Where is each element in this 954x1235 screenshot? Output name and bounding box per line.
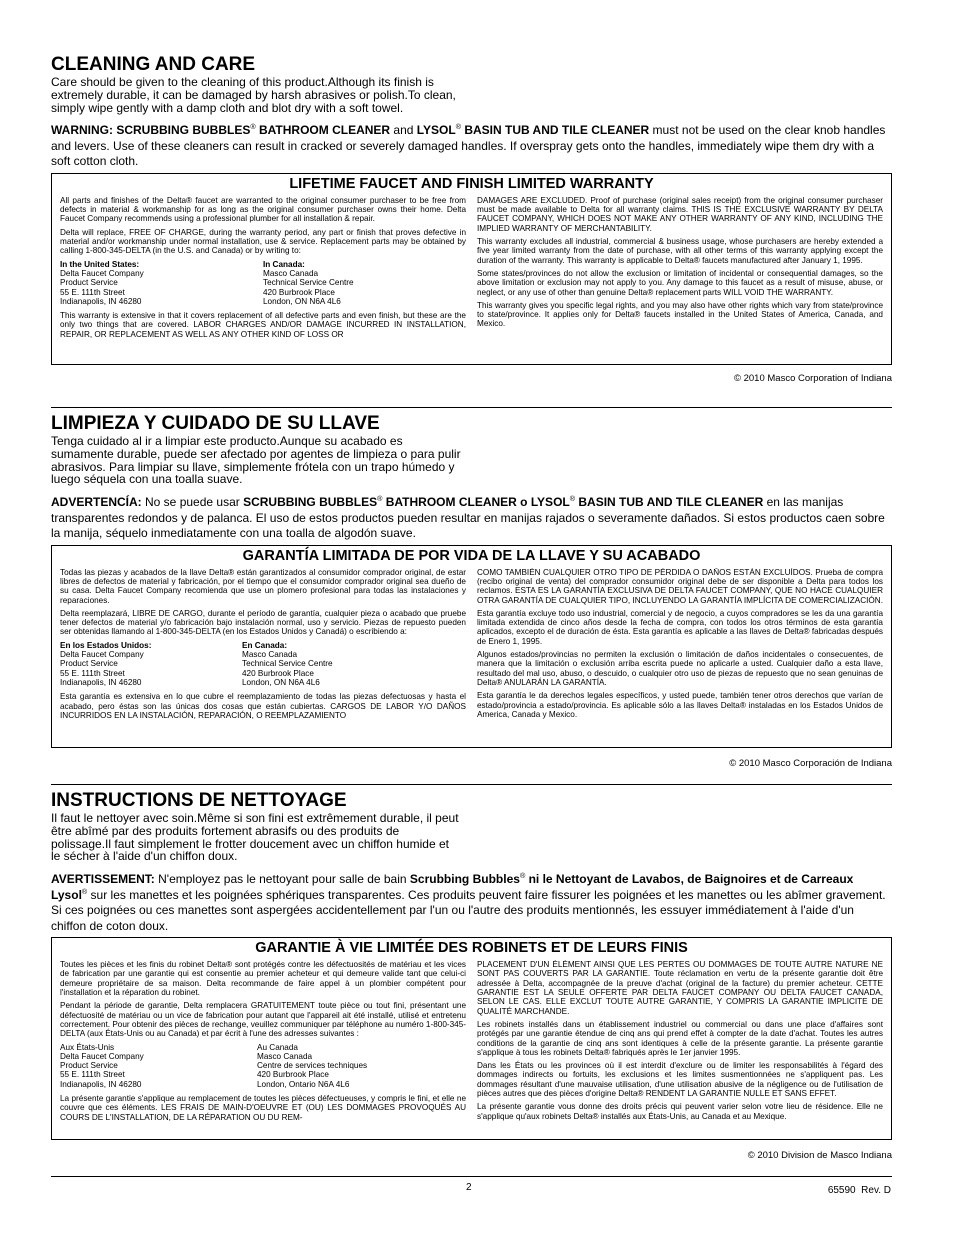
section-title: INSTRUCTIONS DE NETTOYAGE <box>51 790 347 811</box>
divider <box>51 1176 892 1177</box>
warning-text: ADVERTENCÍA: No se puede usar SCRUBBING BUBBLES® BATHROOM CLEANER o LYSOL® BASIN TUB AND TILE CLEANER en las manijas transparentes redondos y de palanca. El uso de estos productos pueden resultar en manijas rajados o severamente dañados. Si estos productos caen sobre la manija, séquelo inmediatamente con una toalla de algodón suave. <box>51 494 885 541</box>
page-number: 2 <box>466 1182 472 1193</box>
divider <box>51 407 892 408</box>
section-cleaning-care <box>51 54 892 365</box>
section-title: LIMPIEZA Y CUIDADO DE SU LLAVE <box>51 413 380 434</box>
copyright: © 2010 Masco Corporation of Indiana <box>733 373 892 384</box>
intro-text: Care should be given to the cleaning of this product.Although its finish is extremely durable, it can be damaged by harsh abrasives or polish.To clean, simply wipe gently with a damp cloth and blot dry with a soft towel. <box>51 75 456 115</box>
warranty-left-column: Toutes les pièces et les finis du robinet Delta® sont protégés contre les défectuosités de matériau et les vices de fabrication par une garantie qui est consentie au premier acheteur et qui demeure valide tant que celui-ci demeure propriétaire de sa maison. Delta recommande de faire appel à un plombier compétent pour l'installation et la réparation du robinet. Pendant la période de garantie, Delta remplacera GRATUITEMENT toute pièce ou tout fini, présentant une défectuosité de matériau ou un vice de fabrication pour autant que l'appareil ait été installé, utilisé et entretenu correctement. Pour obtenir des pièces de rechange, veuillez communiquer par téléphone au numéro 1-800-345-DELTA (aux États-Unis ou au Canada) et par écrit à l'une des adresses suivantes : Aux États-Unis Delta Faucet Company Product Service 55 E. 111th Street Indianapolis, IN 46280 Au Canada Masco Canada Centre de services techniques 420 Burbrook Place London, Ontario N6A 4L6 La présente garantie s'applique au remplacement de toutes les pièces défectueuses, y compris le fini, et elle ne couvre que ces éléments. LES FRAIS DE MAIN-D'OEUVRE ET (OU) LES DOMMAGES PROVOQUÉS AU COURS DE L'INSTALLATION, DE LA RÉPARATION OU DU REM- <box>60 960 466 1122</box>
warranty-box <box>51 173 892 365</box>
warranty-right-column: DAMAGES ARE EXCLUDED. Proof of purchase (original sales receipt) from the original consumer purchaser must be made available to Delta for all warranty claims. THIS IS THE EXCLUSIVE WARRANTY BY DELTA FAUCET COMPANY, WHICH DOES NOT MAKE ANY OTHER WARRANTY OF ANY KIND, INCLUDING THE IMPLIED WARRANTY OF MERCHANTABILITY. This warranty excludes all industrial, commercial & business usage, whose purchasers are hereby extended a five year limited warranty from the date of purchase, with all other terms of this warranty applying except the duration of the warranty. This warranty is applicable to Delta® faucets manufactured after January 1, 1995. Some states/provinces do not allow the exclusion or limitation of incidental or consequential damages, so the above limitation or exclusion may not apply to you. Any damage to this faucet as a result of misuse, abuse, or neglect, or any use of other than genuine Delta® replacement parts WILL VOID THE WARRANTY. This warranty gives you specific legal rights, and you may also have other rights which vary from state/province to state/province. It applies only for Delta® faucets installed in the United States of America, Canada, and Mexico. <box>477 195 883 329</box>
warning-text: WARNING: SCRUBBING BUBBLES® BATHROOM CLEANER and LYSOL® BASIN TUB AND TILE CLEANER must not be used on the clear knob handles and levers. Use of these cleaners can result in cracked or severely damaged handles. If overspray gets onto the handles, immediately wipe them dry with a soft cotton cloth. <box>51 122 886 169</box>
warranty-title: GARANTIE À VIE LIMITÉE DES ROBINETS ET DE LEURS FINIS <box>255 940 688 957</box>
address-block: In the United States: Delta Faucet Company Product Service 55 E. 111th Street Indianapolis, IN 46280 In Canada: Masco Canada Technical Service Centre 420 Burbrook Place London, ON N6A 4L6 <box>60 259 354 306</box>
warranty-box <box>51 545 892 748</box>
copyright: © 2010 Division de Masco Indiana <box>747 1150 892 1161</box>
warranty-left-column: All parts and finishes of the Delta® faucet are warranted to the original consumer purchaser to be free from defects in material & workmanship for as long as the original consumer purchaser owns their home. Delta Faucet Company recommends using a professional plumber for all installation & repair. Delta will replace, FREE OF CHARGE, during the warranty period, any part or finish that proves defective in material and/or workmanship under normal installation, use & service. Replacement parts may be obtained by calling 1-800-345-DELTA (in the U.S. and Canada) or by writing to: In the United States: Delta Faucet Company Product Service 55 E. 111th Street Indianapolis, IN 46280 In Canada: Masco Canada Technical Service Centre 420 Burbrook Place London, ON N6A 4L6 This warranty is extensive in that it covers replacement of all defective parts and even finish, but these are the only two things that are covered. LABOR CHARGES AND/OR DAMAGE INCURRED IN INSTALLATION, REPAIR, OR REPLACEMENT AS WELL AS ANY OTHER KIND OF LOSS OR <box>60 195 466 339</box>
divider <box>51 784 892 785</box>
warranty-box <box>51 937 892 1140</box>
address-block: Aux États-Unis Delta Faucet Company Product Service 55 E. 111th Street Indianapolis, IN 46280 Au Canada Masco Canada Centre de services techniques 420 Burbrook Place London, Ontario N6A 4L6 <box>60 1042 368 1089</box>
warranty-title: GARANTÍA LIMITADA DE POR VIDA DE LA LLAVE Y SU ACABADO <box>242 547 701 564</box>
section-limpieza <box>51 413 892 748</box>
warning-text: AVERTISSEMENT: N'employez pas le nettoyant pour salle de bain Scrubbing Bubbles® ni le Nettoyant de Lavabos, de Baignoires et de Carreaux Lysol® sur les manettes et les poignées sphériques transparentes. Ces produits peuvent faire fissurer les poignées et les manettes ou les abîmer gravement. Si ces poignées ou ces manettes sont aspergées accidentellement par l'un ou l'autre des produits mentionnés, les essuyer immédiatement à l'aide d'un chiffon de coton doux. <box>51 871 886 933</box>
warranty-left-column: Todas las piezas y acabados de la llave Delta® están garantizados al consumidor comprador original, de estar libres de defectos de material y fabricación, por el tiempo que el consumidor comprador original sea dueño de su casa. Delta Faucet Company recomienda que use un plomero profesional para todas las instalaciones y reparaciones. Delta reemplazará, LIBRE DE CARGO, durante el período de garantía, cualquier pieza o acabado que pruebe tener defectos de material y/o fabricación bajo instalación normal, uso y servicio. Piezas de repuesto pueden ser obtenidas llamando al 1-800-345-DELTA (en los Estados Unidos y Canadá) o escribiendo a: En los Estados Unidos: Delta Faucet Company Product Service 55 E. 111th Street Indianapolis, IN 46280 En Canada: Masco Canada Technical Service Centre 420 Burbrook Place London, ON N6A 4L6 Esta garantía es extensiva en lo que cubre el reemplazamiento de todas las piezas defectuosas y hasta el acabado, pero éstas son las únicas dos cosas que están cubiertas. CARGOS DE LABOR Y/O DAÑOS INCURRIDOS EN LA INSTALACIÓN, REPARACIÓN, O REEMPLAZAMIENTO <box>60 567 466 720</box>
warranty-title: LIFETIME FAUCET AND FINISH LIMITED WARRANTY <box>289 175 654 192</box>
warranty-right-column: PLACEMENT D'UN ÉLÉMENT AINSI QUE LES PERTES OU DOMMAGES DE TOUTE AUTRE NATURE NE SONT PAS COUVERTS PAR LA GARANTIE. Toute réclamation en vertu de la présente garantie doit être adressée à Delta, accompagnée de la preuve d'achat (original de la facture) du premier acheteur. CETTE GARANTIE EST LA SEULE OFFERTE PAR DELTA FAUCET COMPANY OU DELTA FAUCET CANADA, SELON LE CAS. ELLE EXCLUT TOUTE AUTRE GARANTIE, Y COMPRIS LA GARANTIE IMPLICITE DE QUALITÉ MARCHANDE. Les robinets installés dans un établissement industriel ou commercial ou dans une place d'affaires sont protégés par une garantie étendue de cinq ans qui prend effet à compter de la date d'achat. Toutes les autres conditions de la garantie de cinq ans sont identiques à celle de la présente garantie. La présente garantie s'applique à tous les robinets Delta® fabriqués après le 1er janvier 1995. Dans les États ou les provinces où il est interdit d'exclure ou de limiter les responsabilités à l'égard des dommages indirects ou fortuits, les exclusions et les limites susmentionnées ne s'appliquent pas. Les dommages résultant d'une mauvaise utilisation, d'une utilisation abusive de la négligence ou de l'utilisation de pièces autres que des pièces d'origine Delta® RENDENT LA GARANTIE NULLE ET SANS EFFET. La présente garantie vous donne des droits précis qui peuvent varier selon votre lieu de résidence. Elle ne s'applique qu'aux robinets Delta® installés aux États-Unis, au Canada et au Mexique. <box>477 960 883 1121</box>
intro-text: Il faut le nettoyer avec soin.Même si son fini est extrêmement durable, il peut être abîmé par des produits fortement abrasifs ou des produits de polissage.Il faut simplement le frotter doucement avec un chiffon humide et le sécher à l'aide d'un chiffon doux. <box>51 811 459 864</box>
document-code: 65590 Rev. D <box>827 1185 891 1196</box>
warranty-right-column: COMO TAMBIÉN CUALQUIER OTRO TIPO DE PÉRDIDA O DAÑOS ESTÁN EXCLUÍDOS. Prueba de compra (recibo original de venta) del comprador consumidor original debe de ser disponible a Delta para todos los reclamos. ESTA ES LA GARANTÍA EXCLUSIVA DE DELTA FAUCET COMPANY, QUE NO HACE CUALQUIER OTRA GARANTÍA DE CUALQUIER TIPO, INCLUYENDO LA GARANTÍA IMPLÍCITA DE COMERCIALIZACIÓN. Esta garantía excluye todo uso industrial, comercial y de negocio, a cuyos compradores se les da una garantía limitada extendida de cinco años desde la fecha de compra, con todos los otros términos de esta garantía aplicados, excepto el de duración de ésta. Esta garantía es aplicable a las llaves de Delta® fabricadas después de Enero 1, 1995. Algunos estados/provincias no permiten la exclusión o limitación de daños incidentales o consecuentes, de manera que la limitación o exclusión arriba escrita puede no aplicarle a usted. Cualquier daño a esta llave, resultado del mal uso, abuso, o descuido, o cualquier otro uso de piezas de repuesto que no sean genuinas de Delta® ANULARÁN LA GARANTÍA. Esta garantía le da derechos legales específicos, y usted puede, también tener otros derechos que varían de estado/provincia a estado/provincia. Es aplicable sólo a las llaves Delta® instaladas en los Estados Unidos de America, Canada y Mexico. <box>477 567 883 719</box>
intro-text: Tenga cuidado al ir a limpiar este producto.Aunque su acabado es sumamente durable, puede ser afectado por agentes de limpieza o para pulir abrasivos. Para limpiar su llave, simplemente frótela con un trapo húmedo y luego séquela con una toalla suave. <box>51 434 461 487</box>
section-nettoyage <box>51 790 892 1140</box>
copyright: © 2010 Masco Corporación de Indiana <box>729 758 892 769</box>
section-title: CLEANING AND CARE <box>51 54 256 75</box>
address-block: En los Estados Unidos: Delta Faucet Company Product Service 55 E. 111th Street Indianapolis, IN 46280 En Canada: Masco Canada Technical Service Centre 420 Burbrook Place London, ON N6A 4L6 <box>60 640 333 687</box>
